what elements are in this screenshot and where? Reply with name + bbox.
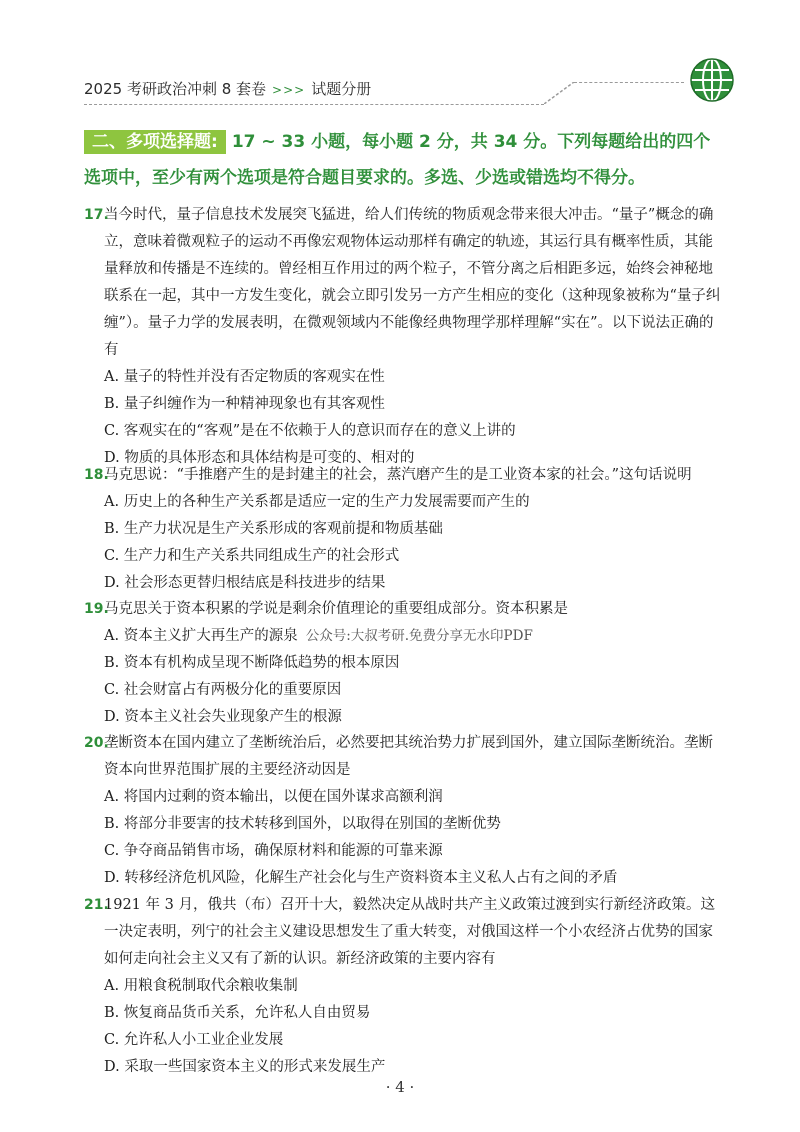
page-number: · 4 · — [385, 1078, 415, 1096]
question-18 — [84, 462, 724, 597]
globe-logo-icon — [688, 56, 736, 104]
option-c: C. 允许私人小工业企业发展 — [104, 1032, 284, 1048]
question-number: 19. — [84, 601, 109, 617]
question-stem — [84, 462, 724, 489]
option-d: D. 采取一些国家资本主义的形式来发展生产 — [104, 1059, 386, 1075]
question-21 — [84, 892, 724, 1081]
question-20 — [84, 730, 724, 892]
option-c: C. 社会财富占有两极分化的重要原因 — [104, 682, 342, 698]
question-stem — [84, 202, 724, 364]
question-stem — [84, 892, 724, 973]
watermark-text: 公众号:大叔考研.免费分享无水印PDF — [305, 628, 533, 644]
option-d: D. 社会形态更替归根结底是科技进步的结果 — [104, 575, 386, 591]
question-number: 17. — [84, 207, 109, 223]
option-b: B. 资本有机构成呈现不断降低趋势的根本原因 — [104, 655, 400, 671]
question-text: 1921 年 3 月，俄共（布）召开十大，毅然决定从战时共产主义政策过渡到实行新经济政策。这一决定表明，列宁的社会主义建设思想发生了重大转变，对俄国这样一个小农经济占优势的国家如何走向社会主义又有了新的认识。新经济政策的主要内容有 — [104, 897, 715, 967]
header-divider-slant — [544, 82, 574, 104]
section-heading — [84, 124, 724, 196]
option-a: A. 将国内过剩的资本输出，以便在国外谋求高额利润 — [104, 789, 443, 805]
option-c: C. 争夺商品销售市场，确保原材料和能源的可靠来源 — [104, 843, 443, 859]
question-number: 18. — [84, 467, 109, 483]
option-b: B. 量子纠缠作为一种精神现象也有其客观性 — [104, 396, 385, 412]
option-a-text: A. 资本主义扩大再生产的源泉 — [104, 628, 298, 644]
option-c: C. 客观实在的“客观”是在不依赖于人的意识而存在的意义上讲的 — [104, 423, 516, 439]
option-b: B. 将部分非要害的技术转移到国外，以取得在别国的垄断优势 — [104, 816, 501, 832]
question-number: 20. — [84, 735, 109, 751]
option-d: D. 资本主义社会失业现象产生的根源 — [104, 709, 342, 725]
question-text: 当今时代，量子信息技术发展突飞猛进，给人们传统的物质观念带来很大冲击。“量子”概念的确立，意味着微观粒子的运动不再像宏观物体运动那样有确定的轨迹，其运行具有概率性质，其能量释放和传播是不连续的。曾经相互作用过的两个粒子，不管分离之后相距多远，始终会神秘地联系在一起，其中一方发生变化，就会立即引发另一方产生相应的变化（这种现象被称为“量子纠缠”）。量子力学的发展表明，在微观领域内不能像经典物理学那样理解“实在”。以下说法正确的有 — [104, 207, 721, 358]
question-stem — [84, 596, 724, 623]
option-d: D. 转移经济危机风险，化解生产社会化与生产资料资本主义私人占有之间的矛盾 — [104, 870, 618, 886]
header-divider-top — [574, 82, 684, 83]
running-header — [84, 74, 724, 104]
header-divider — [84, 104, 544, 105]
option-d: D. 物质的具体形态和具体结构是可变的、相对的 — [104, 450, 415, 466]
question-text: 马克思说：“手推磨产生的是封建主的社会，蒸汽磨产生的是工业资本家的社会。”这句话说明 — [104, 467, 692, 483]
question-number: 21. — [84, 897, 109, 913]
header-arrows: >>> — [272, 83, 306, 97]
header-title: 2025 考研政治冲刺 8 套卷 — [84, 80, 267, 98]
question-text: 马克思关于资本积累的学说是剩余价值理论的重要组成部分。资本积累是 — [104, 601, 568, 617]
option-a: A. 用粮食税制取代余粮收集制 — [104, 978, 298, 994]
option-b: B. 生产力状况是生产关系形成的客观前提和物质基础 — [104, 521, 443, 537]
option-a: A. 历史上的各种生产关系都是适应一定的生产力发展需要而产生的 — [104, 494, 530, 510]
question-19 — [84, 596, 724, 731]
question-stem — [84, 730, 724, 784]
option-a: A. 量子的特性并没有否定物质的客观实在性 — [104, 369, 385, 385]
option-c: C. 生产力和生产关系共同组成生产的社会形式 — [104, 548, 400, 564]
section-tag: 二、多项选择题: — [84, 130, 226, 154]
option-a — [84, 623, 724, 650]
section-instructions: 17 ~ 33 小题，每小题 2 分，共 34 分。下列每题给出的四个选项中，至少有两个选项是符合题目要求的。多选、少选或错选均不得分。 — [84, 132, 711, 188]
option-b: B. 恢复商品货币关系，允许私人自由贸易 — [104, 1005, 371, 1021]
header-subtitle: 试题分册 — [311, 80, 372, 98]
question-17 — [84, 202, 724, 472]
question-text: 垄断资本在国内建立了垄断统治后，必然要把其统治势力扩展到国外，建立国际垄断统治。垄断资本向世界范围扩展的主要经济动因是 — [104, 735, 713, 778]
